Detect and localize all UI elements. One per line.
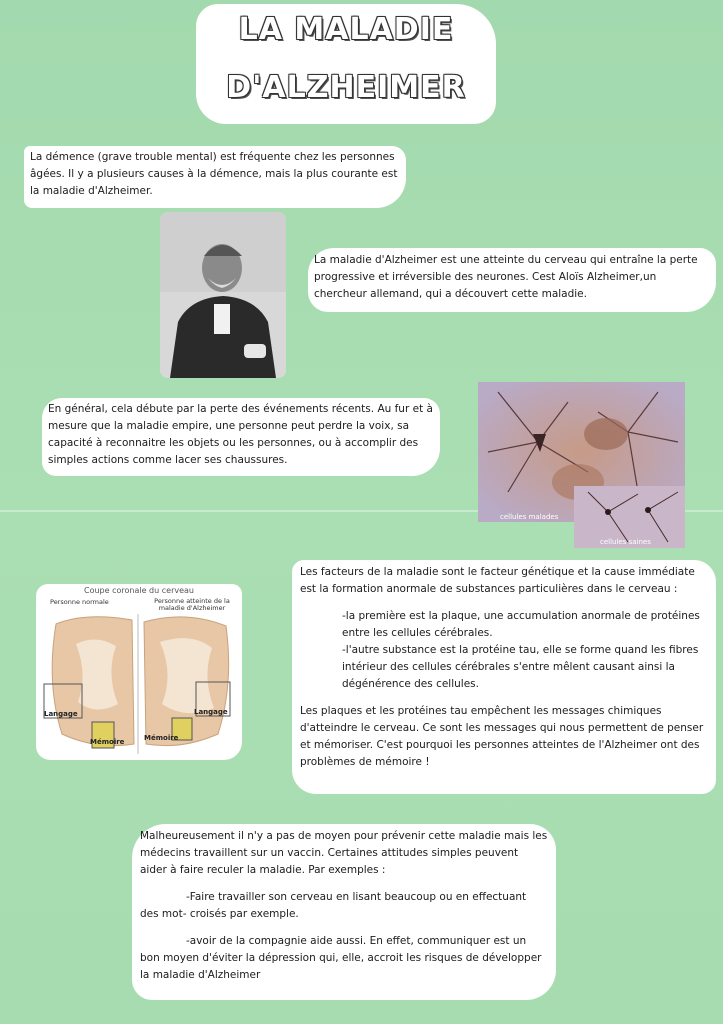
prevention-intro: Malheureusement il n'y a pas de moyen pour prévenir cette maladie mais les médecins travaillent sur un vaccin. Certaines attitudes simples peuvent aider à faire reculer la maladie. Par exemples : bbox=[140, 830, 548, 876]
definition-text-block bbox=[308, 248, 716, 312]
causes-text-block bbox=[292, 560, 716, 794]
prevention-reading: -Faire travailler son cerveau en lisant beaucoup ou en effectuant des mot- croisés par exemple. bbox=[140, 891, 527, 920]
causes-intro: Les facteurs de la maladie sont le facteur génétique et la cause immédiate est la formation anormale de substances particulières dans le cerveau : bbox=[300, 566, 695, 595]
diagram-label-language-left: Langage bbox=[44, 710, 78, 718]
diagram-label-normal: Personne normale bbox=[50, 598, 109, 606]
intro-text: La démence (grave trouble mental) est fréquente chez les personnes âgées. Il y a plusieurs causes à la démence, mais la plus courante est la maladie d'Alzheimer. bbox=[30, 151, 398, 197]
diagram-label-affected: Personne atteinte de la maladie d'Alzheimer bbox=[154, 597, 230, 612]
label-sick-cells: cellules malades bbox=[500, 513, 559, 521]
alzheimer-portrait-photo bbox=[160, 212, 286, 378]
diagram-label-memory-right: Mémoire bbox=[144, 734, 179, 742]
title-card bbox=[196, 4, 496, 124]
neuron-cells-photo bbox=[478, 382, 685, 548]
causes-plaque: -la première est la plaque, une accumulation anormale de protéines entre les cellules cérébrales. bbox=[342, 610, 700, 639]
title-line-2: D'ALZHEIMER bbox=[226, 70, 466, 105]
symptoms-text-block bbox=[42, 398, 440, 476]
definition-text: La maladie d'Alzheimer est une atteinte du cerveau qui entraîne la perte progressive et irréversible des neurones. Cest Aloïs Alzheimer,un chercheur allemand, qui a découvert cette maladie. bbox=[314, 254, 698, 300]
diagram-label-language-right: Langage bbox=[194, 708, 228, 716]
prevention-text-block bbox=[132, 824, 556, 1000]
title-line-1: LA MALADIE bbox=[238, 12, 454, 47]
diagram-label-memory-left: Mémoire bbox=[90, 738, 125, 746]
brain-coronal-diagram bbox=[36, 584, 242, 760]
causes-tau: -l'autre substance est la protéine tau, elle se forme quand les fibres intérieur des cellules cérébrales s'entre mêlent causant ainsi la dégénérence des cellules. bbox=[342, 644, 699, 690]
intro-text-block bbox=[24, 146, 406, 208]
label-healthy-cells: cellules saines bbox=[600, 538, 651, 546]
prevention-company: -avoir de la compagnie aide aussi. En effet, communiquer est un bon moyen d'éviter la dépression qui, elle, accroit les risques de développer la maladie d'Alzheimer bbox=[140, 935, 542, 981]
causes-conclusion: Les plaques et les protéines tau empêchent les messages chimiques d'atteindre le cerveau. Ce sont les messages qui nous permettent de penser et mémoriser. C'est pourquoi les personnes atteintes de l'Alzheimer ont des problèmes de mémoire ! bbox=[300, 705, 704, 768]
diagram-title: Coupe coronale du cerveau bbox=[84, 586, 194, 595]
symptoms-text: En général, cela débute par la perte des événements récents. Au fur et à mesure que la maladie empire, une personne peut perdre la voix, sa capacité à reconnaitre les objets ou les personnes, ou à accomplir des simples actions comme lacer ses chaussures. bbox=[48, 403, 433, 466]
